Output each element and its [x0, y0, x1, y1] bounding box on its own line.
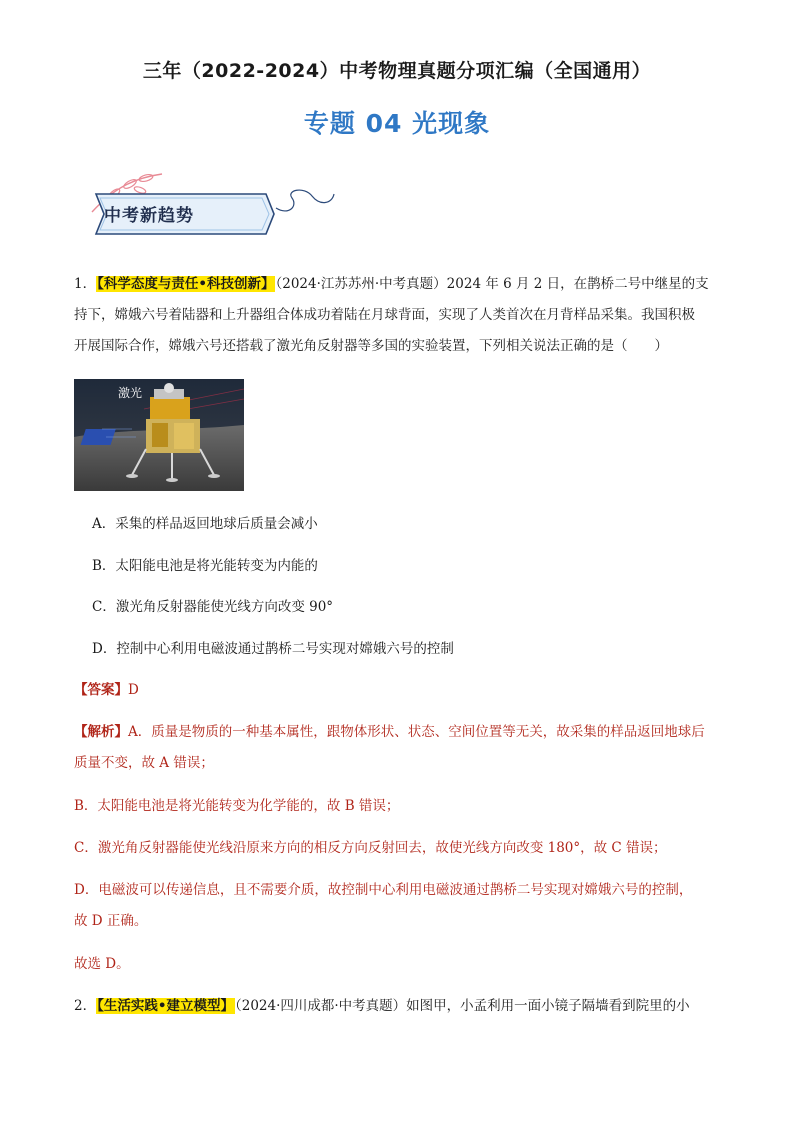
q1-option-b: B．太阳能电池是将光能转变为内能的	[92, 558, 318, 574]
swirl-icon	[276, 190, 334, 211]
q1-stem-line-3: 开展国际合作，嫦娥六号还搭载了激光角反射器等多国的实验装置，下列相关说法正确的是（ ）	[74, 338, 668, 354]
q1-analysis-line-1	[74, 722, 734, 742]
q1-option-c: C．激光角反射器能使光线方向改变 90°	[92, 599, 334, 615]
q1-tag: 【科学态度与责任•科技创新】	[97, 276, 275, 292]
q2-stem-text: （2024·四川成都·中考真题）如图甲，小孟利用一面小镜子隔墙看到院里的小	[234, 998, 690, 1014]
topic-title: 专题 04 光现象	[303, 109, 491, 138]
q1-analysis-line-7: 故选 D。	[74, 956, 130, 972]
answer-value: D	[128, 682, 139, 698]
q2-tag: 【生活实践•建立模型】	[97, 998, 234, 1014]
q1-stem-text: （2024·江苏苏州·中考真题）2024 年 6 月 2 日，在鹊桥二号中继星的支	[275, 276, 709, 292]
q2-number: 2．	[74, 998, 97, 1014]
page-title: 三年（2022-2024）中考物理真题分项汇编（全国通用）	[142, 60, 652, 82]
banner-label: 中考新趋势	[104, 206, 194, 226]
analysis-label: 【解析】	[74, 724, 128, 740]
q1-option-d: D．控制中心利用电磁波通过鹊桥二号实现对嫦娥六号的控制	[92, 641, 454, 657]
q1-analysis-line-4: C．激光角反射器能使光线沿原来方向的相反方向反射回去，故使光线方向改变 180°，故 C 错误；	[74, 840, 667, 856]
q1-analysis-line-2: 质量不变，故 A 错误；	[74, 755, 214, 771]
q1-analysis-line-3: B．太阳能电池是将光能转变为化学能的，故 B 错误；	[74, 798, 400, 814]
answer-label: 【答案】	[74, 682, 128, 698]
q2-stem-line-1	[74, 996, 734, 1016]
q1-stem-line-2: 持下，嫦娥六号着陆器和上升器组合体成功着陆在月球背面，实现了人类首次在月背样品采集。我国积极	[74, 307, 695, 323]
figure-label: 激光	[118, 386, 143, 400]
q1-stem-line-1	[74, 274, 734, 294]
analysis-text-1: A．质量是物质的一种基本属性，跟物体形状、状态、空间位置等无关，故采集的样品返回地球后	[128, 724, 705, 740]
q1-analysis-line-5: D．电磁波可以传递信息，且不需要介质，故控制中心利用电磁波通过鹊桥二号实现对嫦娥六号的控制，	[74, 882, 693, 898]
q1-analysis-line-6: 故 D 正确。	[74, 913, 148, 929]
q1-option-a: A．采集的样品返回地球后质量会减小	[92, 516, 318, 532]
q1-number: 1．	[74, 276, 97, 292]
lunar-lander-photo	[74, 379, 244, 491]
q1-answer	[74, 680, 734, 700]
